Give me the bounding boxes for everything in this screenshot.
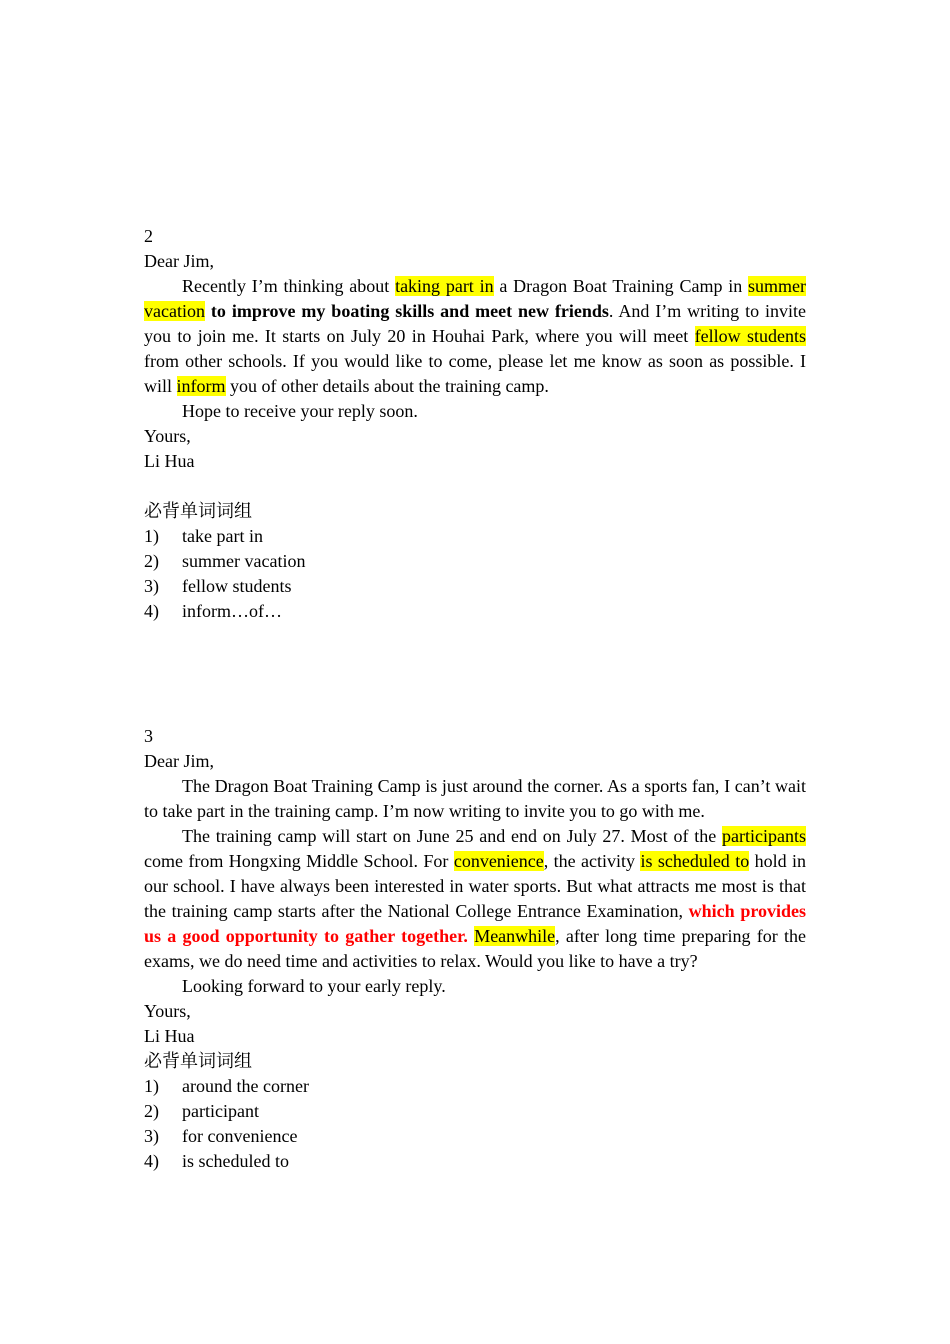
vocab-item	[144, 1124, 806, 1149]
vocab-number: 4)	[144, 601, 159, 621]
vocab-item	[144, 1099, 806, 1124]
letter-body-paragraph: The Dragon Boat Training Camp is just around the corner. As a sports fan, I can’t wait to take part in the training camp. I’m now writing to invite you to go with me.	[144, 776, 806, 821]
vocab-item	[144, 574, 806, 599]
vocab-number: 4)	[144, 1151, 159, 1171]
text-run: , after long time preparing for the exams, we do need time and activities to relax. Would you like to have a try?	[144, 926, 806, 971]
vocab-text: for convenience	[182, 1126, 298, 1146]
highlighted-phrase: inform	[176, 376, 226, 396]
letter-body-paragraph	[144, 824, 806, 974]
text-run: a Dragon Boat Training Camp in	[493, 276, 748, 296]
text-run: you of other details about the training camp.	[225, 376, 549, 396]
highlighted-phrase: is scheduled to	[640, 851, 750, 871]
text-run: The training camp will start on June 25 and end on July 27. Most of the	[182, 826, 723, 846]
highlighted-phrase: participants	[722, 826, 806, 846]
section-gap	[144, 624, 806, 724]
vocab-text: take part in	[182, 526, 263, 546]
vocab-number: 1)	[144, 1076, 159, 1096]
vocab-text: around the corner	[182, 1076, 309, 1096]
vocab-text: is scheduled to	[182, 1151, 289, 1171]
vocab-list	[144, 524, 806, 624]
emphasis-red-phrase: which provides us a good opportunity to gather together.	[144, 901, 806, 946]
text-run: hold in our school. I have always been interested in water sports. But what attracts me most is that the training camp starts after the National College Entrance Examination,	[144, 851, 806, 921]
highlighted-phrase: summer vacation	[144, 276, 806, 321]
letter-closing: Yours,	[144, 426, 191, 446]
section-2	[144, 224, 806, 624]
vocab-number: 2)	[144, 551, 159, 571]
letter-closing-paragraph: Looking forward to your early reply.	[182, 976, 446, 996]
vocab-number: 3)	[144, 1126, 159, 1146]
highlighted-phrase: convenience	[453, 851, 544, 871]
vocab-item	[144, 549, 806, 574]
highlighted-phrase: taking part in	[395, 276, 494, 296]
text-run: come from Hongxing Middle School. For	[144, 851, 454, 871]
vocab-number: 3)	[144, 576, 159, 596]
letter-signature: Li Hua	[144, 451, 195, 471]
vocab-text: summer vacation	[182, 551, 306, 571]
section-number: 3	[144, 726, 153, 746]
letter-signature: Li Hua	[144, 1026, 195, 1046]
bold-phrase: to improve my boating skills and meet new friends	[210, 301, 609, 321]
vocab-title: 必背单词词组	[144, 1051, 252, 1071]
vocab-item	[144, 1149, 806, 1174]
text-run: from other schools. If you would like to come, please let me know as soon as possible. I will	[144, 351, 806, 396]
document-page	[144, 224, 806, 1174]
section-number: 2	[144, 226, 153, 246]
highlighted-phrase: fellow students	[694, 326, 806, 346]
highlighted-phrase: Meanwhile	[474, 926, 556, 946]
vocab-number: 2)	[144, 1101, 159, 1121]
text-run: . And I’m writing to invite you to join me. It starts on July 20 in Houhai Park, where you will meet	[144, 301, 806, 346]
vocab-text: participant	[182, 1101, 259, 1121]
section-3	[144, 724, 806, 1174]
vocab-text: inform…of…	[182, 601, 282, 621]
vocab-item	[144, 599, 806, 624]
letter-greeting: Dear Jim,	[144, 251, 214, 271]
vocab-title: 必背单词词组	[144, 501, 252, 521]
letter-closing: Yours,	[144, 1001, 191, 1021]
letter-greeting: Dear Jim,	[144, 751, 214, 771]
text-run: Recently I’m thinking about	[182, 276, 396, 296]
letter-closing-paragraph: Hope to receive your reply soon.	[182, 401, 418, 421]
vocab-item	[144, 524, 806, 549]
vocab-number: 1)	[144, 526, 159, 546]
spacer	[144, 474, 806, 499]
vocab-list	[144, 1074, 806, 1174]
vocab-text: fellow students	[182, 576, 292, 596]
letter-body-paragraph	[144, 274, 806, 399]
vocab-item	[144, 1074, 806, 1099]
text-run: , the activity	[543, 851, 641, 871]
